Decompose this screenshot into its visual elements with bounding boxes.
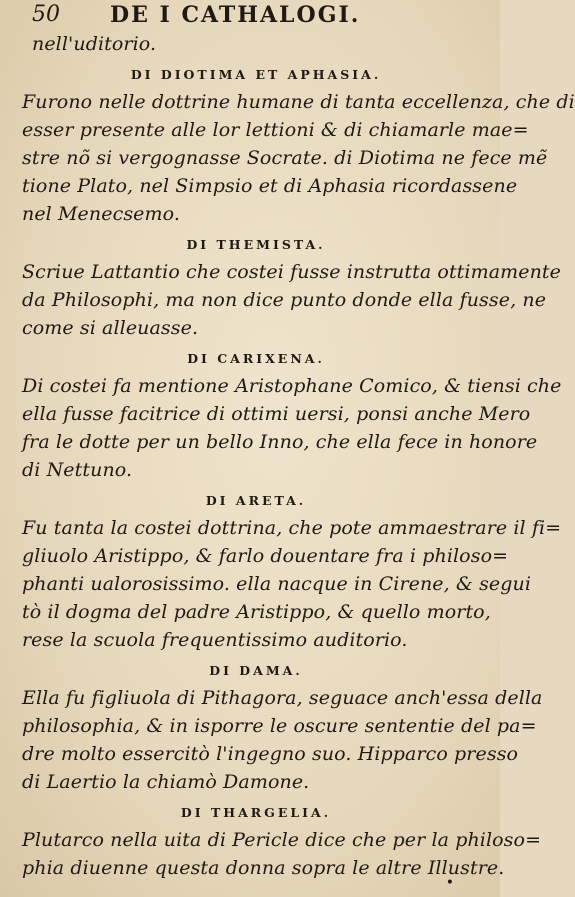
lead-line: nell'uditorio. bbox=[32, 33, 157, 55]
text-line: Ella fu figliuola di Pithagora, seguace anch'essa della bbox=[22, 687, 543, 709]
text-line: phia diuenne questa donna sopra le altre Illustre. bbox=[22, 857, 505, 879]
text-line: fra le dotte per un bello Inno, che ella fece in honore bbox=[22, 431, 538, 453]
page-header bbox=[32, 2, 488, 32]
text-line: phanti ualorosissimo. ella nacque in Cirene, & segui bbox=[22, 573, 532, 595]
text-line: dre molto essercitò l'ingegno suo. Hipparco presso bbox=[22, 743, 519, 765]
ornament-dot: • bbox=[445, 875, 454, 891]
text-line: Scriue Lattantio che costei fusse instrutta ottimamente bbox=[22, 261, 562, 283]
section-heading: DI CARIXENA. bbox=[187, 351, 325, 366]
text-line: Fu tanta la costei dottrina, che pote ammaestrare il fi= bbox=[22, 517, 562, 539]
text-line: di Laertio la chiamò Damone. bbox=[22, 771, 310, 793]
text-line: come si alleuasse. bbox=[22, 317, 199, 339]
text-line: stre nõ si vergognasse Socrate. di Diotima ne fece mẽ bbox=[22, 147, 548, 169]
text-line: gliuolo Aristippo, & farlo douentare fra i philoso= bbox=[22, 545, 509, 567]
text-line: di Nettuno. bbox=[22, 459, 133, 481]
page-number: 50 bbox=[32, 2, 60, 27]
section bbox=[22, 350, 562, 484]
section bbox=[22, 662, 543, 796]
section-heading: DI ARETA. bbox=[205, 493, 307, 508]
text-line: Plutarco nella uita di Pericle dice che per la philoso= bbox=[22, 829, 542, 851]
section bbox=[22, 236, 562, 342]
section bbox=[22, 492, 562, 654]
text-line: Di costei fa mentione Aristophane Comico, & tiensi che bbox=[22, 375, 562, 397]
text-line: tione Plato, nel Simpsio et di Aphasia ricordassene bbox=[22, 175, 518, 197]
text-line: philosophia, & in isporre le oscure sententie del pa= bbox=[22, 715, 537, 737]
text-line: nel Menecsemo. bbox=[22, 203, 180, 225]
section-heading: DI THEMISTA. bbox=[186, 237, 326, 252]
sections bbox=[22, 66, 575, 882]
text-line: tò il dogma del padre Aristippo, & quello morto, bbox=[22, 601, 491, 623]
page-content bbox=[22, 30, 575, 882]
section bbox=[22, 804, 542, 882]
running-head: DE I CATHALOGI. bbox=[110, 2, 361, 28]
text-line: ella fusse facitrice di ottimi uersi, ponsi anche Mero bbox=[22, 403, 531, 425]
section-heading: DI DAMA. bbox=[209, 663, 303, 678]
section-heading: DI DIOTIMA ET APHASIA. bbox=[130, 67, 382, 82]
text-line: esser presente alle lor lettioni & di chiamarle mae= bbox=[22, 119, 529, 141]
text-line: rese la scuola frequentissimo auditorio. bbox=[22, 629, 408, 651]
section-heading: DI THARGELIA. bbox=[180, 805, 332, 820]
text-line: da Philosophi, ma non dice punto donde ella fusse, ne bbox=[22, 289, 547, 311]
text-line: Furono nelle dottrine humane di tanta eccellenza, che di bbox=[22, 91, 575, 113]
section bbox=[22, 66, 575, 228]
